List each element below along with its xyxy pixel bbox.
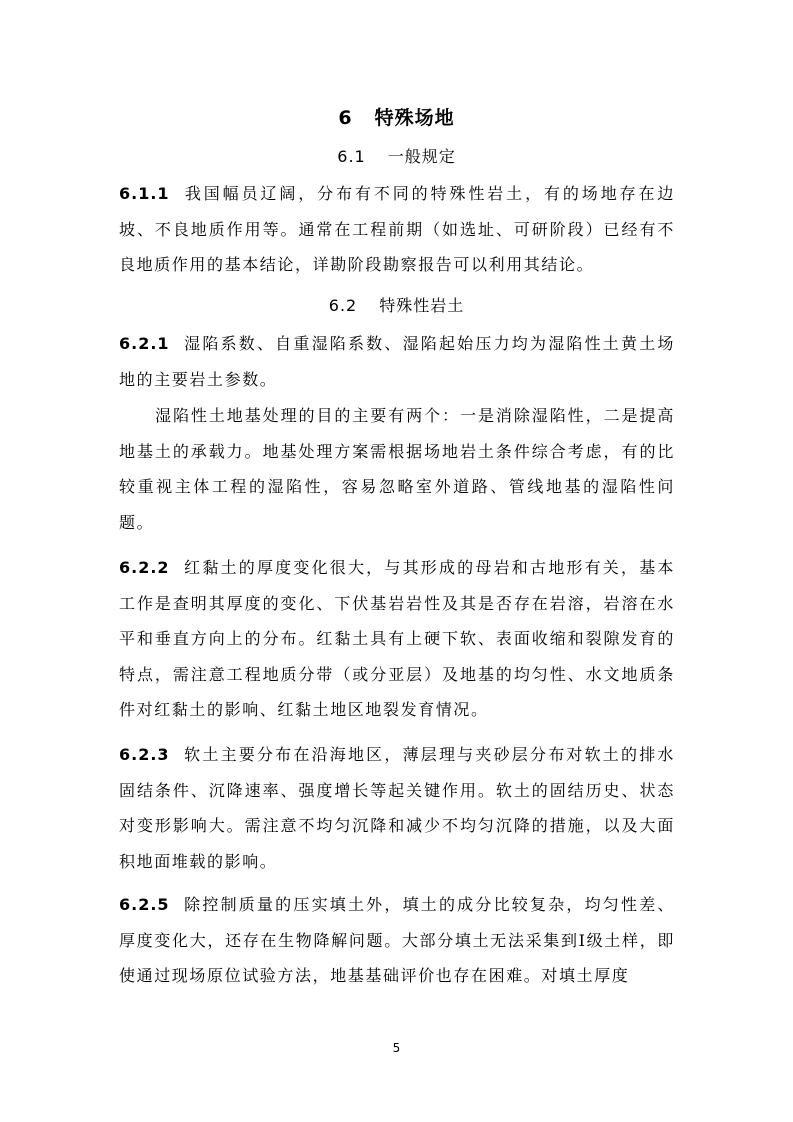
clause-text: 软土主要分布在沿海地区，薄层理与夹砂层分布对软土的排水固结条件、沉降速率、强度增长等起关键作用。软土的固结历史、状态对变形影响大。需注意不均匀沉降和减少不均匀沉降的措施，以及大面积地面堆载的影响。 [119, 745, 675, 871]
page-number: 5 [392, 1041, 401, 1055]
clause-number: 6.1.1 [119, 184, 170, 203]
clause-number: 6.2.1 [119, 334, 170, 353]
clause-6-2-2 [119, 550, 675, 728]
clause-text: 红黏土的厚度变化很大，与其形成的母岩和古地形有关，基本工作是查明其厚度的变化、下伏基岩岩性及其是否存在岩溶，岩溶在水平和垂直方向上的分布。红黏土具有上硬下软、表面收缩和裂隙发育的特点，需注意工程地质分带（或分亚层）及地基的均匀性、水文地质条件对红黏土的影响、红黏土地区地裂发育情况。 [119, 558, 675, 719]
section-number: 6.1 [337, 147, 366, 166]
clause-6-1-1 [119, 176, 675, 283]
clause-text: 湿陷系数、自重湿陷系数、湿陷起始压力均为湿陷性土黄土场地的主要岩土参数。 [119, 334, 675, 389]
clause-6-2-1 [119, 326, 675, 397]
chapter-title [0, 103, 793, 133]
chapter-title-text: 特殊场地 [374, 107, 455, 129]
section-number: 6.2 [328, 296, 358, 315]
clause-text: 除控制质量的压实填土外，填土的成分比较复杂，均匀性差、厚度变化大，还存在生物降解问题。大部分填土无法采集到Ⅰ级土样，即使通过现场原位试验方法，地基基础评价也存在困难。对填土厚度 [119, 895, 675, 985]
chapter-number: 6 [338, 107, 353, 129]
section-title-6-2 [0, 291, 793, 321]
section-title-6-1 [0, 142, 793, 172]
clause-6-2-3 [119, 737, 675, 879]
clause-number: 6.2.3 [119, 745, 170, 764]
clause-number: 6.2.2 [119, 558, 170, 577]
clause-text: 我国幅员辽阔，分布有不同的特殊性岩土，有的场地存在边坡、不良地质作用等。通常在工程前期（如选址、可研阶段）已经有不良地质作用的基本结论，详勘阶段勘察报告可以利用其结论。 [119, 184, 675, 274]
section-title-text: 一般规定 [387, 147, 456, 166]
clause-number: 6.2.5 [119, 895, 170, 914]
clause-6-2-1-paragraph-2: 湿陷性土地基处理的目的主要有两个：一是消除湿陷性，二是提高地基土的承载力。地基处理方案需根据场地岩土条件综合考虑，有的比较重视主体工程的湿陷性，容易忽略室外道路、管线地基的湿陷性问题。 [119, 406, 675, 532]
clause-6-2-5 [119, 887, 675, 994]
section-title-text: 特殊性岩土 [379, 296, 465, 315]
